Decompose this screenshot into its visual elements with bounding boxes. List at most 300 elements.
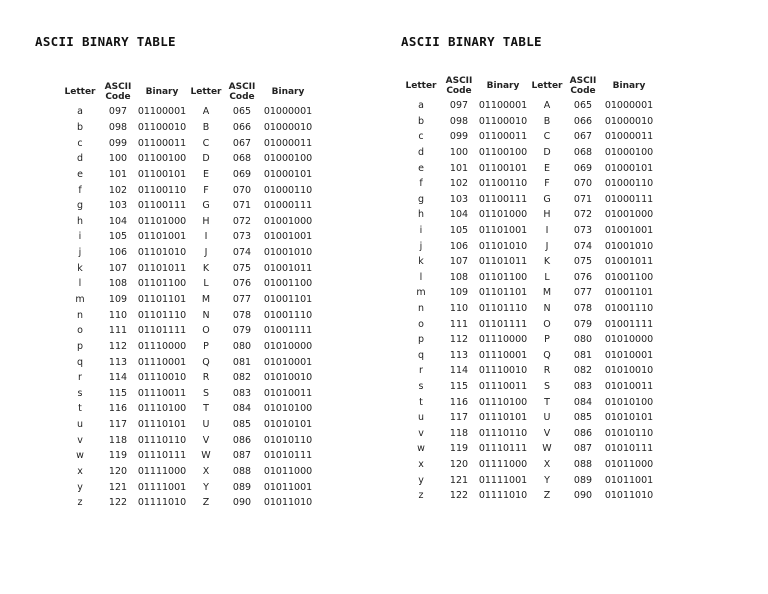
table-row [400,410,656,426]
table-row [400,129,656,145]
binary-lower: 01101000 [478,209,528,221]
letter-upper: E [202,168,209,180]
letter-upper: N [543,303,551,315]
ascii-code-upper: 073 [573,225,593,237]
binary-upper: 01001011 [604,256,654,268]
letter-upper: M [201,294,211,305]
binary-lower: 01100100 [478,147,528,159]
ascii-code-upper: 083 [232,387,252,399]
letter-lower: e [77,168,83,180]
binary-lower: 01100001 [478,100,528,112]
letter-lower: b [417,115,425,127]
ascii-code-lower: 119 [108,450,128,462]
ascii-code-lower: 121 [108,481,128,493]
letter-upper: A [543,100,551,112]
ascii-code-upper: 081 [232,356,252,368]
binary-upper: 01001111 [604,318,654,330]
ascii-code-lower: 102 [449,178,469,190]
letter-lower: y [77,481,83,493]
binary-lower: 01110110 [478,427,528,439]
ascii-code-lower: 098 [108,121,128,133]
binary-lower: 01100010 [478,115,528,127]
table-header-row [59,80,315,104]
letter-lower: g [76,200,84,212]
binary-lower: 01100100 [137,153,187,165]
letter-lower: q [76,356,84,368]
binary-lower: 01101100 [478,271,528,283]
binary-lower: 01111001 [137,481,187,493]
ascii-code-upper: 090 [232,497,252,509]
table-row [400,98,656,114]
letter-upper: S [202,387,210,399]
letter-lower: j [419,240,423,252]
ascii-code-lower: 110 [449,303,469,315]
letter-lower: n [417,303,425,315]
ascii-code-upper: 072 [232,215,252,227]
binary-lower: 01100101 [478,162,528,174]
ascii-code-lower: 108 [449,271,469,283]
ascii-code-upper: 072 [573,209,593,221]
binary-lower: 01100010 [137,121,187,133]
binary-lower: 01100110 [478,178,528,190]
table-row [59,276,315,292]
letter-lower: s [418,380,424,392]
letter-upper: P [203,340,209,352]
ascii-code-upper: 069 [573,162,593,174]
letter-upper: U [543,412,551,424]
letter-lower: r [78,372,82,384]
ascii-code-lower: 120 [108,466,128,478]
letter-upper: G [202,200,210,212]
binary-lower: 01101101 [137,294,187,305]
ascii-code-upper: 087 [573,443,593,455]
header-letter-upper: Letter [190,87,222,97]
binary-upper: 01001001 [604,225,654,237]
table-row [400,207,656,223]
letter-upper: I [204,231,208,243]
binary-upper: 01000101 [604,162,654,174]
header-ascii-code: ASCII Code [445,76,473,96]
binary-lower: 01110111 [137,450,187,462]
table-row [59,495,315,511]
table-row [400,472,656,488]
binary-upper: 01011010 [604,490,654,502]
page-title-right: ASCII BINARY TABLE [401,34,542,49]
binary-upper: 01000010 [263,121,313,133]
ascii-code-lower: 107 [108,262,128,274]
letter-lower: u [417,412,425,424]
ascii-code-upper: 081 [573,349,593,361]
ascii-code-upper: 066 [232,121,252,133]
header-ascii-code-upper: ASCII Code [569,76,597,96]
table-row [400,254,656,270]
letter-lower: j [78,247,82,259]
letter-upper: E [543,162,550,174]
binary-lower: 01100011 [137,137,187,149]
ascii-table-left [59,80,315,511]
header-ascii-code: ASCII Code [104,82,132,102]
table-row [59,104,315,120]
letter-lower: m [416,287,426,299]
binary-lower: 01110001 [478,349,528,361]
table-row [59,292,315,308]
binary-lower: 01101011 [137,262,187,274]
ascii-code-upper: 076 [232,278,252,290]
letter-upper: K [543,256,551,268]
letter-lower: u [76,419,84,431]
ascii-code-upper: 075 [573,256,593,268]
binary-lower: 01101001 [137,231,187,243]
letter-lower: d [417,147,425,159]
binary-lower: 01110101 [478,412,528,424]
binary-upper: 01001100 [604,271,654,283]
binary-upper: 01010100 [263,403,313,415]
binary-upper: 01000110 [263,184,313,196]
table-row [59,229,315,245]
binary-lower: 01111000 [478,458,528,470]
letter-lower: x [77,466,83,478]
binary-upper: 01001100 [263,278,313,290]
letter-upper: R [202,372,210,384]
ascii-code-upper: 074 [232,247,252,259]
header-binary: Binary [486,81,520,91]
letter-lower: f [419,178,423,190]
table-row [59,245,315,261]
table-row [59,120,315,136]
binary-lower: 01110100 [137,403,187,415]
ascii-code-lower: 105 [108,231,128,243]
table-row [59,432,315,448]
binary-lower: 01101111 [137,325,187,337]
ascii-code-upper: 070 [232,184,252,196]
ascii-code-upper: 066 [573,115,593,127]
ascii-code-upper: 084 [232,403,252,415]
table-row [400,425,656,441]
table-row [59,370,315,386]
letter-upper: B [543,115,551,127]
ascii-code-upper: 065 [232,106,252,118]
ascii-code-lower: 097 [108,106,128,118]
letter-lower: i [78,231,82,243]
table-row [59,198,315,214]
binary-lower: 01100011 [478,131,528,143]
ascii-code-upper: 078 [232,309,252,321]
ascii-code-upper: 077 [232,294,252,305]
ascii-code-lower: 102 [108,184,128,196]
letter-lower: h [417,209,425,221]
binary-upper: 01010010 [263,372,313,384]
letter-lower: s [77,387,83,399]
ascii-code-lower: 097 [449,100,469,112]
letter-lower: o [77,325,83,337]
ascii-code-lower: 114 [108,372,128,384]
ascii-code-lower: 114 [449,365,469,377]
ascii-code-upper: 086 [232,434,252,446]
ascii-code-lower: 109 [108,294,128,305]
table-row [400,192,656,208]
ascii-code-upper: 088 [232,466,252,478]
binary-lower: 01110000 [137,340,187,352]
binary-lower: 01101010 [137,247,187,259]
binary-lower: 01101101 [478,287,528,299]
letter-upper: H [543,209,551,221]
ascii-code-upper: 090 [573,490,593,502]
ascii-code-lower: 104 [449,209,469,221]
table-row [400,285,656,301]
ascii-code-upper: 086 [573,427,593,439]
letter-upper: I [545,225,549,237]
table-row [59,386,315,402]
ascii-code-lower: 121 [449,474,469,486]
binary-lower: 01110000 [478,334,528,346]
binary-upper: 01000111 [604,193,654,205]
binary-lower: 01110001 [137,356,187,368]
ascii-code-upper: 078 [573,303,593,315]
ascii-code-upper: 085 [232,419,252,431]
binary-upper: 01010111 [604,443,654,455]
ascii-code-upper: 074 [573,240,593,252]
binary-lower: 01101000 [137,215,187,227]
ascii-code-lower: 108 [108,278,128,290]
binary-upper: 01010111 [263,450,313,462]
ascii-code-lower: 112 [449,334,469,346]
letter-upper: X [543,458,551,470]
header-ascii-code-upper: ASCII Code [228,82,256,102]
ascii-code-lower: 117 [108,419,128,431]
binary-lower: 01100101 [137,168,187,180]
table-row [400,488,656,504]
table-row [59,448,315,464]
ascii-code-upper: 084 [573,396,593,408]
binary-upper: 01000011 [604,131,654,143]
letter-lower: c [418,131,424,143]
letter-lower: t [419,396,423,408]
ascii-code-upper: 082 [573,365,593,377]
binary-upper: 01010000 [263,340,313,352]
binary-upper: 01010001 [604,349,654,361]
table-row [400,160,656,176]
ascii-code-lower: 103 [449,193,469,205]
binary-upper: 01010010 [604,365,654,377]
binary-upper: 01011001 [263,481,313,493]
letter-lower: v [418,427,424,439]
table-row [400,223,656,239]
table-row [59,151,315,167]
binary-upper: 01011000 [263,466,313,478]
binary-lower: 01101110 [137,309,187,321]
binary-lower: 01110111 [478,443,528,455]
ascii-code-upper: 065 [573,100,593,112]
letter-lower: k [77,262,83,274]
letter-lower: r [419,365,423,377]
ascii-code-upper: 067 [573,131,593,143]
ascii-code-lower: 099 [108,137,128,149]
ascii-code-lower: 115 [108,387,128,399]
ascii-code-upper: 071 [573,193,593,205]
ascii-table-right [400,74,656,503]
ascii-code-lower: 098 [449,115,469,127]
binary-upper: 01001011 [263,262,313,274]
letter-upper: D [202,153,210,165]
binary-lower: 01101100 [137,278,187,290]
binary-upper: 01000001 [263,106,313,118]
letter-lower: p [417,334,425,346]
binary-lower: 01110011 [137,387,187,399]
binary-upper: 01010001 [263,356,313,368]
binary-upper: 01001010 [604,240,654,252]
binary-upper: 01001101 [263,294,313,305]
ascii-code-lower: 105 [449,225,469,237]
letter-lower: y [418,474,424,486]
letter-upper: F [544,178,550,190]
table-row [59,260,315,276]
binary-lower: 01110110 [137,434,187,446]
letter-upper: N [202,309,210,321]
table-row [59,354,315,370]
ascii-code-lower: 112 [108,340,128,352]
letter-upper: W [542,443,552,455]
letter-upper: J [545,240,549,252]
letter-upper: L [544,271,550,283]
binary-upper: 01001101 [604,287,654,299]
table-row [59,182,315,198]
header-letter-upper: Letter [531,81,563,91]
binary-upper: 01011010 [263,497,313,509]
letter-lower: c [77,137,83,149]
ascii-code-upper: 071 [232,200,252,212]
binary-upper: 01010110 [263,434,313,446]
binary-upper: 01001111 [263,325,313,337]
letter-upper: D [543,147,551,159]
table-row [59,401,315,417]
table-row [59,464,315,480]
binary-upper: 01010011 [263,387,313,399]
letter-lower: w [417,443,425,455]
table-row [400,316,656,332]
ascii-code-upper: 067 [232,137,252,149]
ascii-code-lower: 120 [449,458,469,470]
letter-lower: v [77,434,83,446]
letter-upper: Z [202,497,210,509]
letter-lower: b [76,121,84,133]
binary-upper: 01010101 [604,412,654,424]
ascii-code-lower: 118 [108,434,128,446]
binary-lower: 01101010 [478,240,528,252]
table-row [59,323,315,339]
binary-upper: 01000101 [263,168,313,180]
letter-lower: f [78,184,82,196]
binary-upper: 01000110 [604,178,654,190]
ascii-code-lower: 118 [449,427,469,439]
table-header-row [400,74,656,98]
binary-lower: 01100111 [478,193,528,205]
table-row [59,167,315,183]
letter-upper: L [203,278,209,290]
letter-upper: O [543,318,551,330]
table-row [59,417,315,433]
binary-lower: 01110011 [478,380,528,392]
binary-upper: 01000001 [604,100,654,112]
binary-lower: 01101011 [478,256,528,268]
letter-lower: g [417,193,425,205]
ascii-code-upper: 070 [573,178,593,190]
binary-upper: 01001000 [604,209,654,221]
ascii-code-lower: 103 [108,200,128,212]
letter-lower: z [418,490,424,502]
binary-lower: 01111010 [137,497,187,509]
binary-upper: 01010000 [604,334,654,346]
ascii-code-upper: 088 [573,458,593,470]
ascii-code-lower: 113 [449,349,469,361]
table-row [59,213,315,229]
letter-lower: a [77,106,83,118]
letter-upper: X [202,466,210,478]
table-row [400,176,656,192]
ascii-code-lower: 100 [449,147,469,159]
table-row [59,307,315,323]
binary-lower: 01110010 [478,365,528,377]
table-row [59,339,315,355]
letter-upper: W [201,450,211,462]
letter-upper: C [202,137,210,149]
letter-upper: Q [543,349,551,361]
binary-upper: 01011001 [604,474,654,486]
ascii-code-upper: 068 [232,153,252,165]
letter-lower: t [78,403,82,415]
binary-upper: 01011000 [604,458,654,470]
letter-upper: K [202,262,210,274]
ascii-code-lower: 115 [449,380,469,392]
binary-lower: 01101110 [478,303,528,315]
binary-lower: 01100111 [137,200,187,212]
ascii-code-lower: 101 [449,162,469,174]
letter-lower: p [76,340,84,352]
ascii-code-upper: 077 [573,287,593,299]
ascii-code-lower: 109 [449,287,469,299]
table-row [400,332,656,348]
letter-upper: V [202,434,210,446]
ascii-code-upper: 079 [232,325,252,337]
ascii-code-upper: 073 [232,231,252,243]
ascii-code-lower: 106 [449,240,469,252]
letter-upper: A [202,106,210,118]
header-binary-upper: Binary [612,81,646,91]
table-row [400,394,656,410]
ascii-code-upper: 089 [232,481,252,493]
letter-lower: w [76,450,84,462]
ascii-code-upper: 087 [232,450,252,462]
letter-upper: Y [203,481,209,493]
binary-upper: 01001010 [263,247,313,259]
binary-upper: 01010101 [263,419,313,431]
letter-lower: k [418,256,424,268]
letter-upper: O [202,325,210,337]
letter-upper: P [544,334,550,346]
header-letter: Letter [405,81,437,91]
ascii-code-upper: 089 [573,474,593,486]
letter-upper: Q [202,356,210,368]
ascii-code-upper: 083 [573,380,593,392]
letter-lower: o [418,318,424,330]
binary-lower: 01100001 [137,106,187,118]
ascii-code-lower: 100 [108,153,128,165]
ascii-code-lower: 101 [108,168,128,180]
letter-lower: z [77,497,83,509]
letter-upper: R [543,365,551,377]
binary-upper: 01000111 [263,200,313,212]
header-letter: Letter [64,87,96,97]
ascii-code-lower: 106 [108,247,128,259]
